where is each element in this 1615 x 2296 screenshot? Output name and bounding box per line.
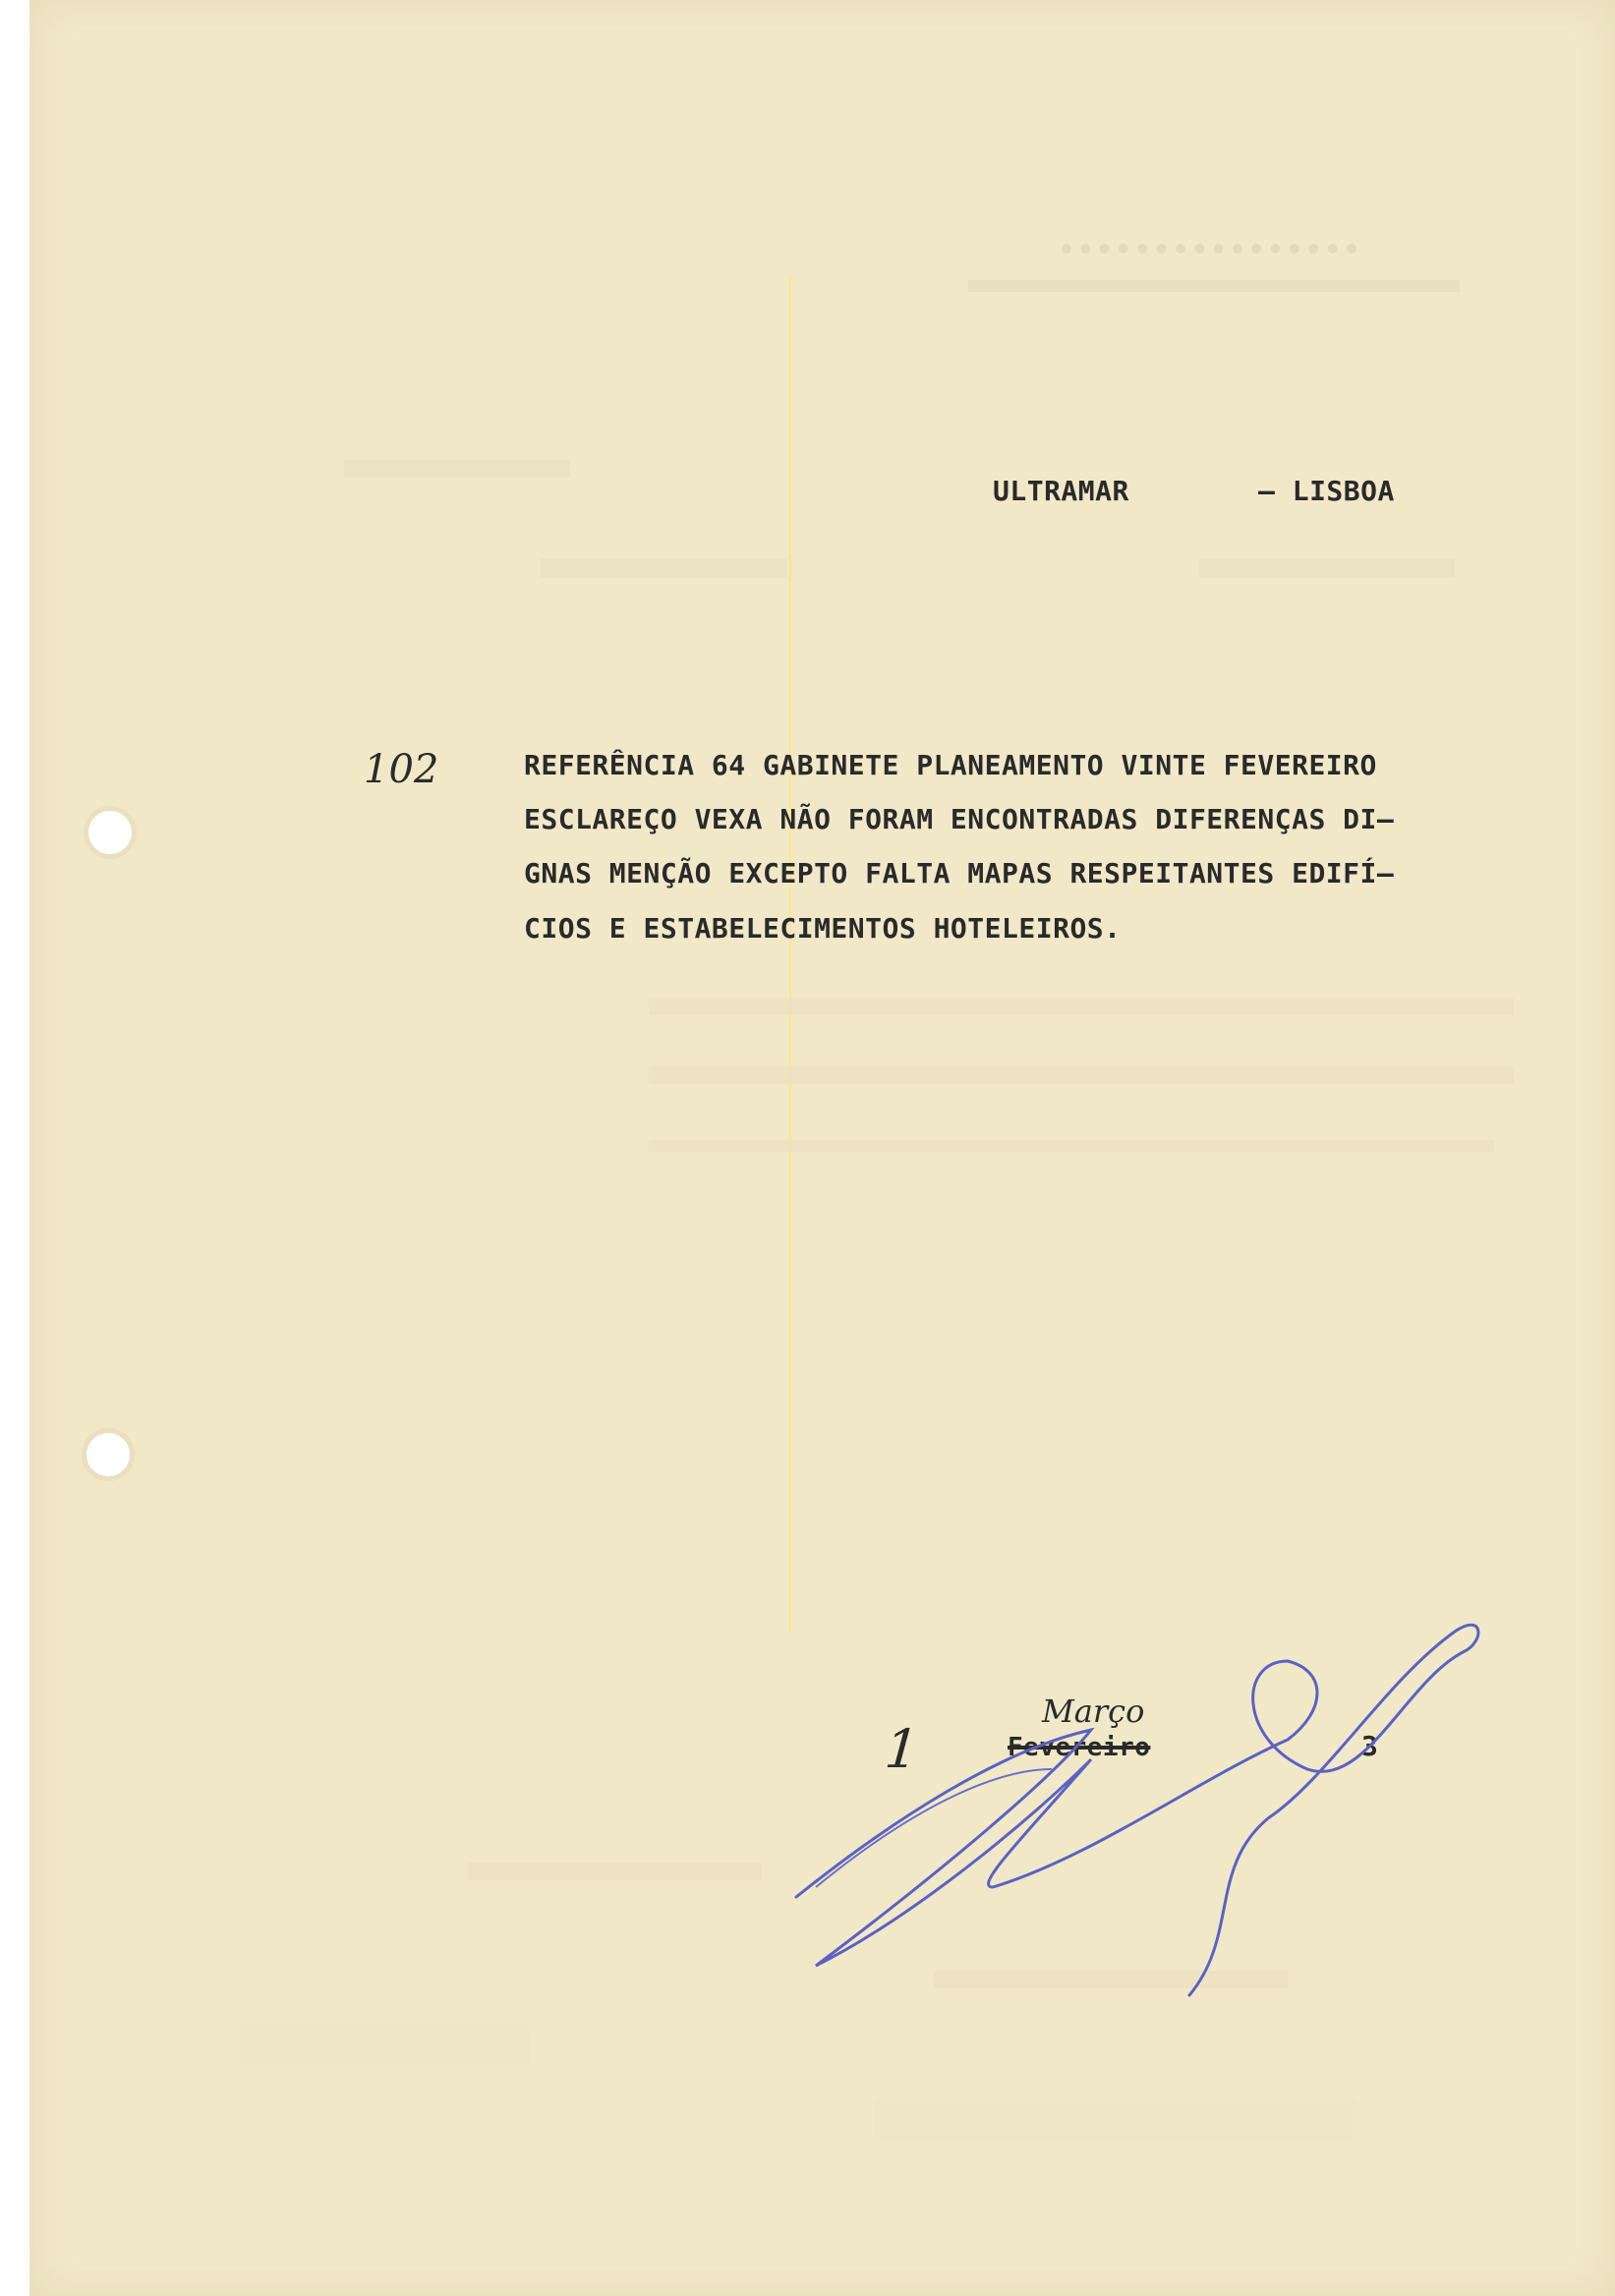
punch-hole-top [88, 811, 132, 854]
date-day: 1 [876, 1718, 927, 1780]
fold-line [789, 275, 791, 1632]
date-month-typed-struck: Fevereiro [1008, 1733, 1151, 1762]
message-line: GNAS MENÇÃO EXCEPTO FALTA MAPAS RESPEITANTES EDIFÍ– [524, 857, 1395, 890]
handwritten-number: 102 [364, 747, 439, 792]
signature [777, 1622, 1484, 2054]
message-line: CIOS E ESTABELECIMENTOS HOTELEIROS. [524, 912, 1122, 945]
date-year-digit: 3 [1361, 1730, 1379, 1762]
message-line: REFERÊNCIA 64 GABINETE PLANEAMENTO VINTE FEVEREIRO [524, 749, 1377, 781]
place-label: – LISBOA [1258, 475, 1395, 507]
punch-hole-bottom [87, 1433, 130, 1476]
destination-label: ULTRAMAR [993, 475, 1129, 507]
date-month-handwritten: Março [1042, 1693, 1145, 1730]
message-line: ESCLAREÇO VEXA NÃO FORAM ENCONTRADAS DIFERENÇAS DI– [524, 803, 1395, 835]
